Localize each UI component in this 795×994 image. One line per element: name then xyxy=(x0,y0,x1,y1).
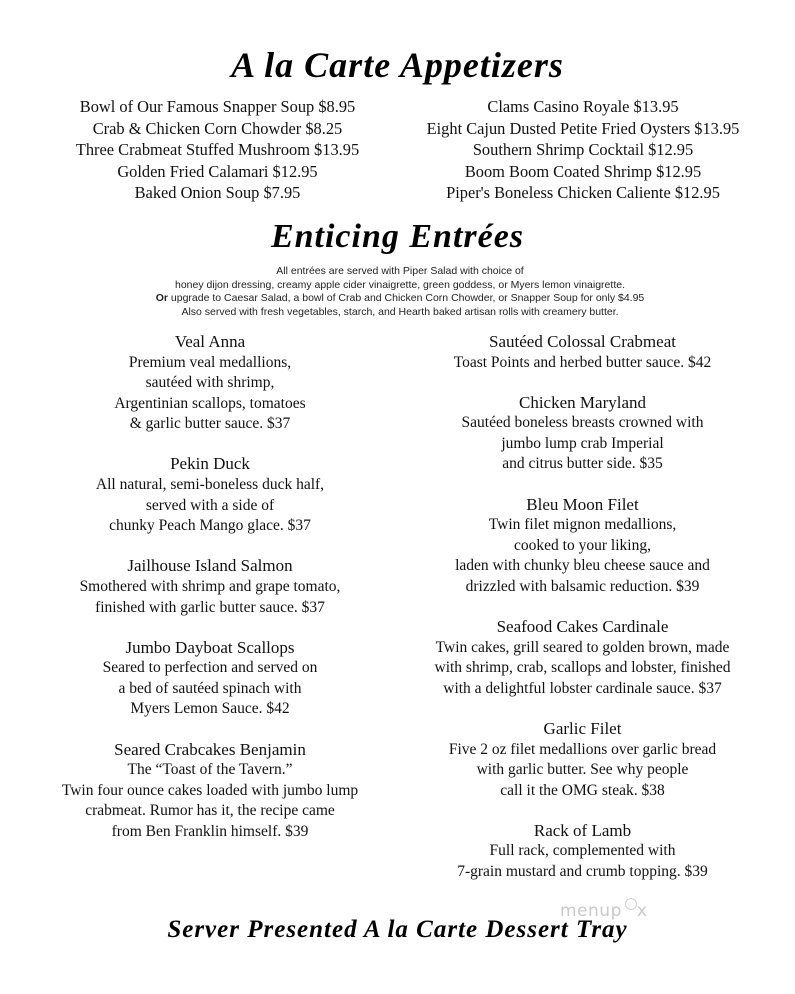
entree-name: Chicken Maryland xyxy=(519,392,646,412)
or-word: Or xyxy=(155,292,168,305)
entree-description: All natural, semi-boneless duck half, xyxy=(95,476,325,494)
entree-description: finished with garlic butter sauce. $37 xyxy=(95,598,325,616)
entree-description: Smothered with shrimp and grape tomato, xyxy=(79,577,341,595)
entree-description: jumbo lump crab Imperial xyxy=(501,434,664,452)
entree-name: Sautéed Colossal Crabmeat xyxy=(489,332,676,351)
entree-item xyxy=(30,638,390,720)
entree-description: and citrus butter side. $35 xyxy=(502,455,663,473)
entree-description: drizzled with balsamic reduction. $39 xyxy=(465,577,700,595)
menu-item: Eight Cajun Dusted Petite Fried Oysters $13.95 xyxy=(426,118,740,138)
menu-item: Southern Shrimp Cocktail $12.95 xyxy=(472,140,694,160)
entree-description: Twin filet mignon medallions, xyxy=(488,516,677,534)
entree-description: with garlic butter. See why people xyxy=(476,761,689,779)
entrees-left-column xyxy=(30,332,390,862)
entrees-right-column xyxy=(400,332,765,902)
watermark-text: menup xyxy=(560,901,622,921)
entree-name: Bleu Moon Filet xyxy=(526,494,639,514)
entree-description: sautéed with shrimp, xyxy=(145,374,275,392)
entree-description: & garlic butter sauce. $37 xyxy=(129,415,291,433)
appetizers-left-column xyxy=(40,96,395,204)
entree-description: Twin four ounce cakes loaded with jumbo lump xyxy=(61,781,359,799)
note-line xyxy=(80,292,720,306)
entree-item xyxy=(30,740,390,843)
entree-item xyxy=(30,332,390,435)
menu-item: Clams Casino Royale $13.95 xyxy=(487,97,679,116)
entree-description: with a delightful lobster cardinale sauce. $37 xyxy=(443,679,722,697)
entrees-title: Enticing Entrées xyxy=(270,218,525,255)
menu-item: Bowl of Our Famous Snapper Soup $8.95 xyxy=(79,97,356,116)
entree-name: Seared Crabcakes Benjamin xyxy=(114,739,306,759)
entree-name: Seafood Cakes Cardinale xyxy=(496,617,669,637)
entree-item xyxy=(400,821,765,883)
entree-description: Five 2 oz filet medallions over garlic bread xyxy=(448,740,717,758)
note-line: Also served with fresh vegetables, starch, and Hearth baked artisan rolls with creamery butter. xyxy=(181,305,619,318)
entree-description: Myers Lemon Sauce. $42 xyxy=(130,700,290,718)
entree-description: laden with chunky bleu cheese sauce and xyxy=(455,557,710,575)
appetizers-title: A la Carte Appetizers xyxy=(231,45,564,85)
entree-name: Veal Anna xyxy=(174,332,246,351)
entree-description: Premium veal medallions, xyxy=(128,353,292,371)
entree-description: with shrimp, crab, scallops and lobster, finished xyxy=(434,659,731,677)
note-line: All entrées are served with Piper Salad with choice of xyxy=(276,265,524,277)
entree-description: chunky Peach Mango glace. $37 xyxy=(109,517,311,535)
cut-off-top-text xyxy=(0,0,795,4)
watermark-bubble-icon xyxy=(625,898,637,910)
menu-item: Crab & Chicken Corn Chowder $8.25 xyxy=(92,118,343,138)
menu-item: Three Crabmeat Stuffed Mushroom $13.95 xyxy=(75,140,360,160)
entree-description: cooked to your liking, xyxy=(514,536,651,554)
entree-item xyxy=(30,556,390,618)
entree-item xyxy=(400,332,765,373)
entree-description: Argentinian scallops, tomatoes xyxy=(114,394,306,412)
entree-description: a bed of sautéed spinach with xyxy=(118,679,302,697)
entree-description: served with a side of xyxy=(145,496,275,514)
note-text: upgrade to Caesar Salad, a bowl of Crab and Chicken Corn Chowder, or Snapper Soup for only $4.95 xyxy=(167,292,645,305)
entree-name: Jumbo Dayboat Scallops xyxy=(125,637,295,657)
menu-item: Piper's Boneless Chicken Caliente $12.95 xyxy=(446,183,720,203)
entree-name: Garlic Filet xyxy=(543,718,622,738)
entree-description: call it the OMG steak. $38 xyxy=(500,781,665,799)
entree-item xyxy=(400,719,765,801)
entree-description: 7-grain mustard and crumb topping. $39 xyxy=(457,862,708,880)
entree-item xyxy=(30,454,390,536)
entree-description: from Ben Franklin himself. $39 xyxy=(111,822,309,840)
entree-description: Full rack, complemented with xyxy=(489,842,676,860)
menu-item: Boom Boom Coated Shrimp $12.95 xyxy=(464,161,702,181)
dessert-title: Server Presented A la Carte Dessert Tray xyxy=(167,916,628,943)
entree-description: Sautéed boneless breasts crowned with xyxy=(461,414,704,432)
watermark xyxy=(560,898,647,921)
entree-item xyxy=(400,393,765,475)
entree-description: Twin cakes, grill seared to golden brown, made xyxy=(435,638,730,656)
entree-description: The “Toast of the Tavern.” xyxy=(127,761,293,779)
entree-item xyxy=(400,495,765,598)
watermark-suffix: x xyxy=(636,901,648,921)
menu-item: Golden Fried Calamari $12.95 xyxy=(117,161,318,181)
entree-description: Toast Points and herbed butter sauce. $42 xyxy=(453,353,712,371)
entree-name: Jailhouse Island Salmon xyxy=(127,556,293,576)
note-line: honey dijon dressing, creamy apple cider vinaigrette, green goddess, or Myers lemon vinaigrette. xyxy=(175,278,625,291)
appetizers-right-column xyxy=(398,96,768,204)
menu-item: Baked Onion Soup $7.95 xyxy=(134,183,301,203)
entree-name: Rack of Lamb xyxy=(533,820,632,840)
entree-description: Seared to perfection and served on xyxy=(102,659,318,677)
entree-name: Pekin Duck xyxy=(170,454,250,474)
entree-description: crabmeat. Rumor has it, the recipe came xyxy=(85,802,335,820)
entree-item xyxy=(400,617,765,699)
entrees-notes xyxy=(80,265,720,319)
